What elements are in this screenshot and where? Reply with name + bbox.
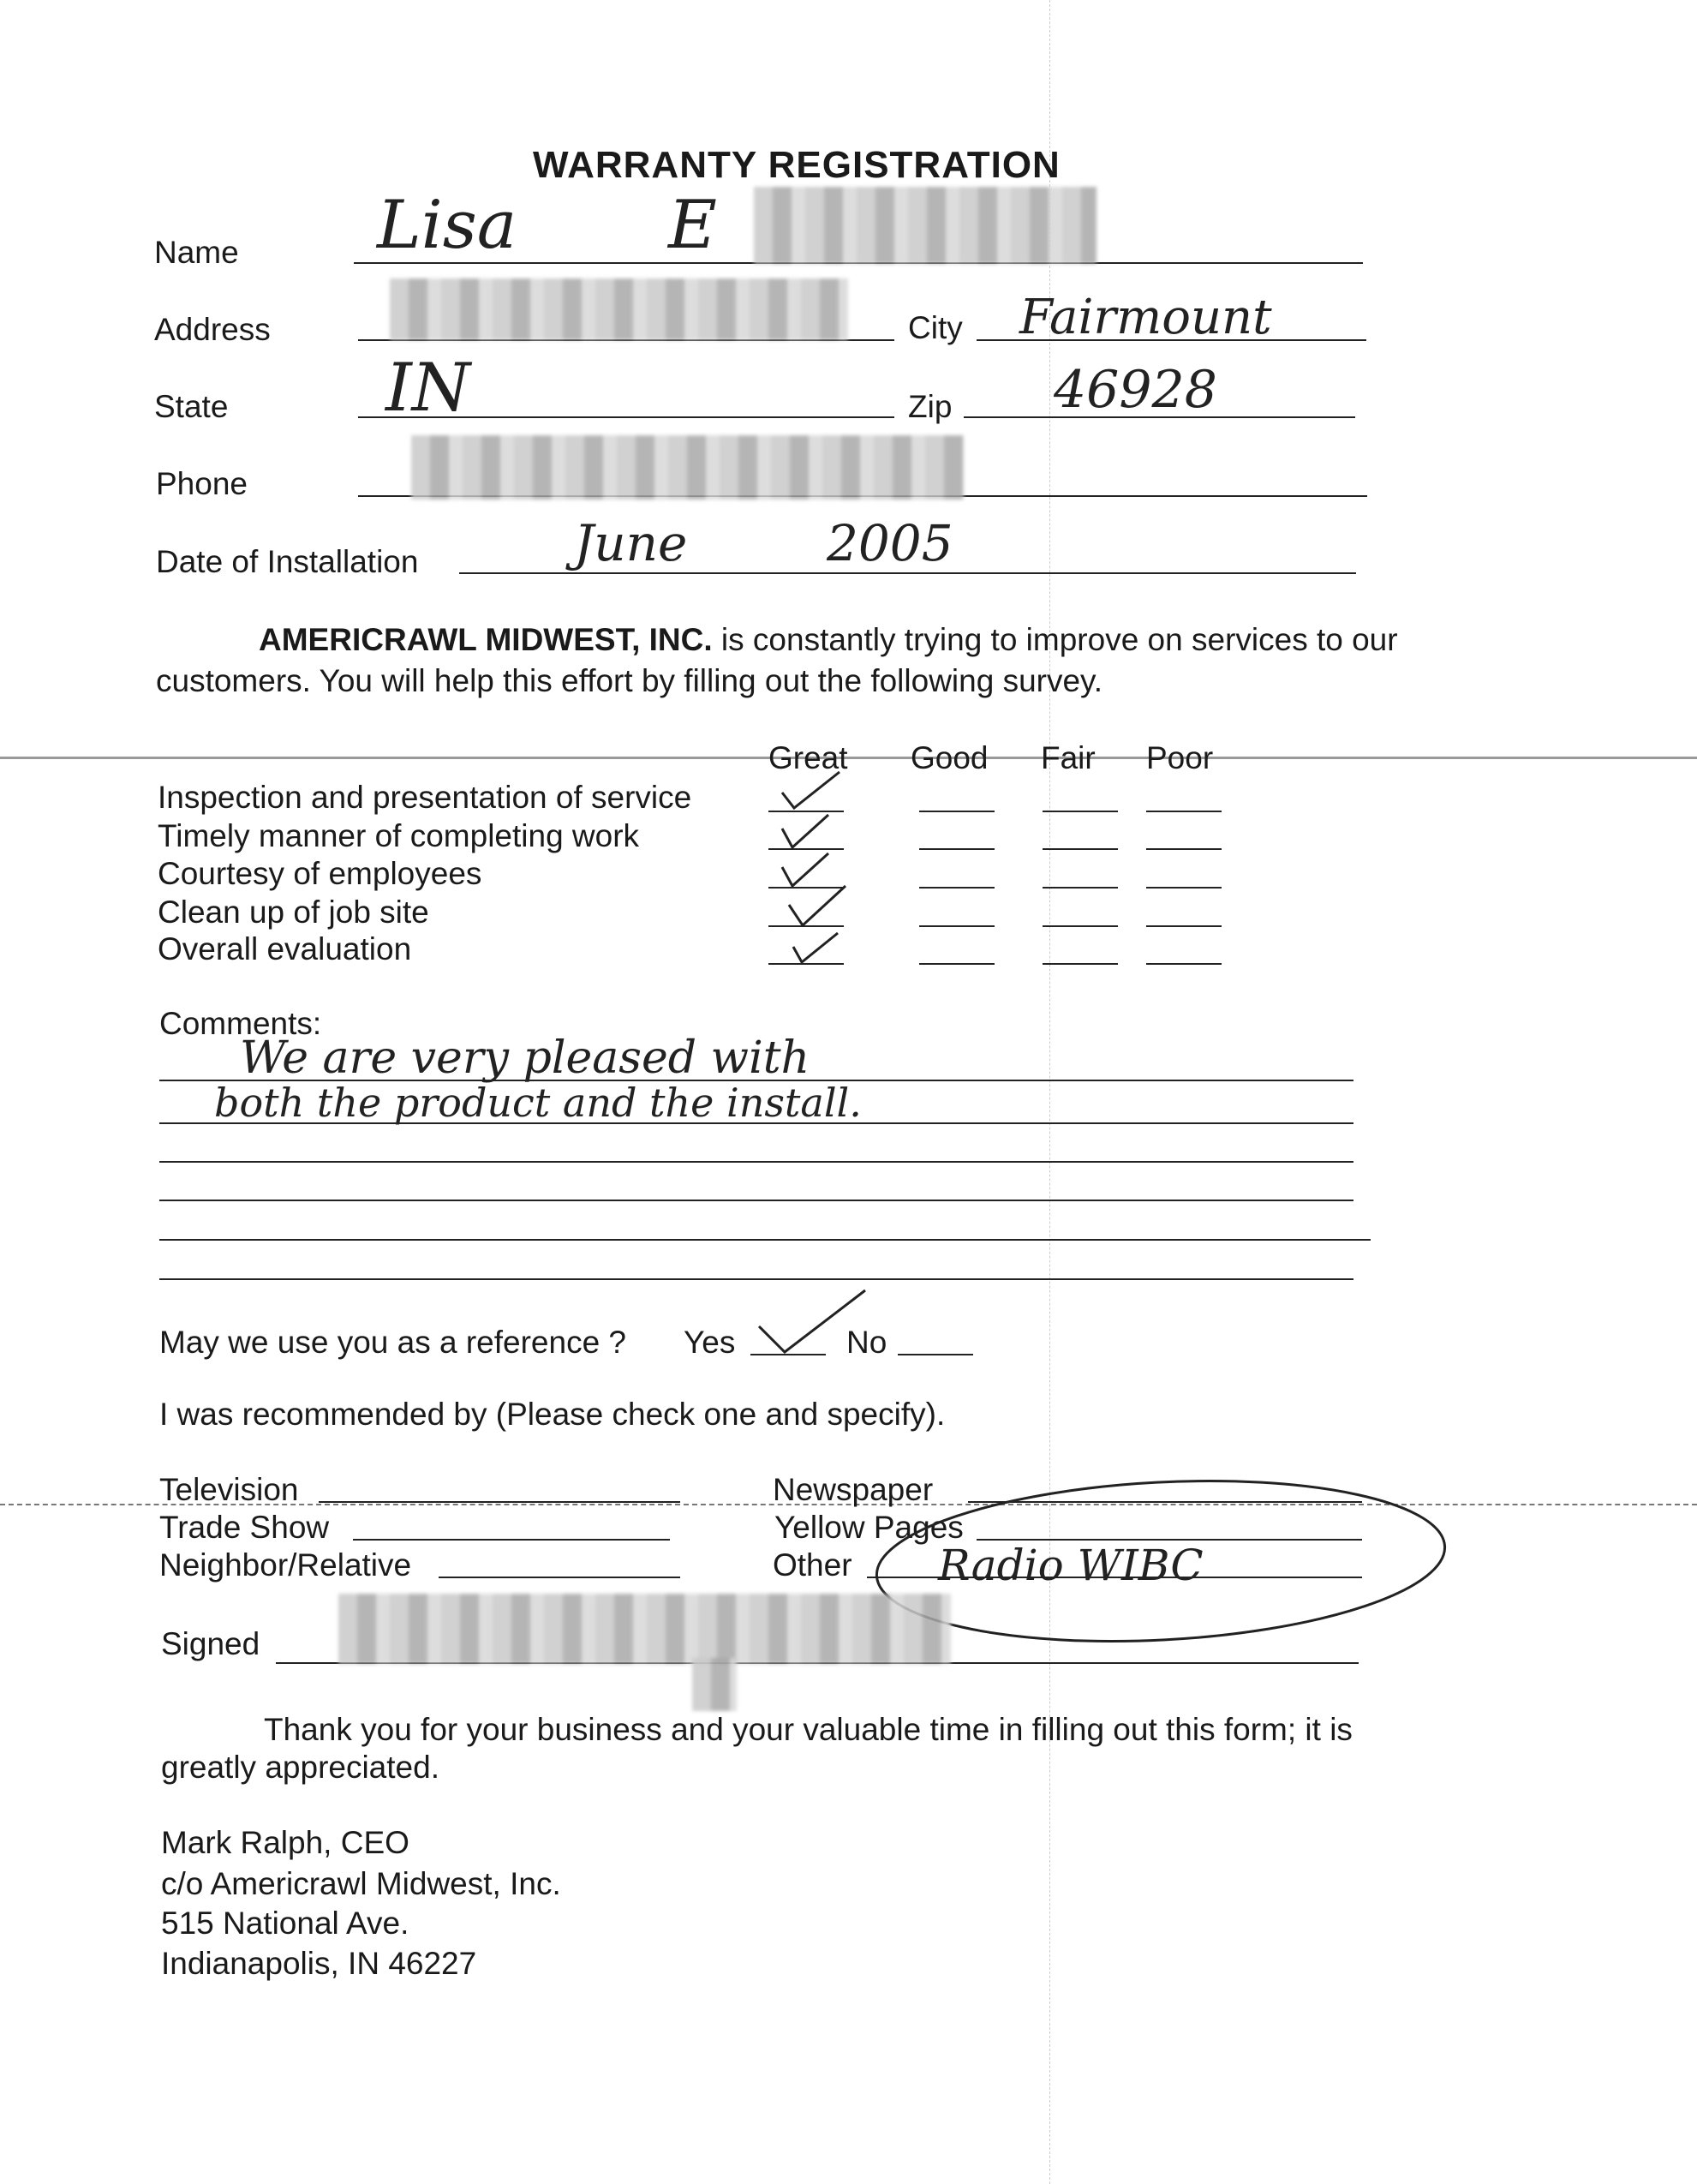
- address-block-line-3: 515 National Ave.: [161, 1906, 409, 1941]
- comment-line[interactable]: [159, 1200, 1353, 1201]
- address-block-line-2: c/o Americrawl Midwest, Inc.: [161, 1866, 561, 1901]
- date-label: Date of Installation: [156, 544, 419, 579]
- name-last-value: E: [668, 187, 717, 264]
- redacted-name: [754, 187, 1096, 264]
- survey-row-label: Overall evaluation: [158, 931, 412, 966]
- name-first-value: Lisa: [377, 187, 517, 264]
- comment-line-2-text: both the product and the install.: [214, 1080, 862, 1126]
- rating-blank[interactable]: [919, 887, 995, 889]
- comment-line[interactable]: [159, 1239, 1371, 1241]
- reference-question: May we use you as a reference ?: [159, 1325, 627, 1360]
- check-mark-icon: [784, 883, 861, 930]
- col-header-fair: Fair: [1041, 740, 1096, 775]
- intro-line-2: customers. You will help this effort by filling out the following survey.: [156, 663, 1103, 698]
- trade-show-label: Trade Show: [159, 1510, 330, 1545]
- comment-line[interactable]: [159, 1278, 1353, 1280]
- address-label: Address: [154, 312, 271, 347]
- rating-blank[interactable]: [1146, 963, 1222, 965]
- reference-no-label: No: [846, 1325, 887, 1360]
- col-header-good: Good: [911, 740, 989, 775]
- check-mark-icon: [775, 810, 852, 853]
- col-header-poor: Poor: [1146, 740, 1214, 775]
- date-year-value: 2005: [827, 514, 953, 572]
- rating-blank[interactable]: [1043, 811, 1118, 812]
- comment-line[interactable]: [159, 1161, 1353, 1163]
- company-name: AMERICRAWL MIDWEST, INC.: [259, 622, 713, 657]
- redacted-phone: [411, 435, 964, 500]
- closing-line-2: greatly appreciated.: [161, 1750, 439, 1785]
- date-month-value: June: [574, 514, 688, 572]
- rating-blank[interactable]: [1146, 811, 1222, 812]
- rating-blank[interactable]: [1043, 887, 1118, 889]
- city-value: Fairmount: [1019, 290, 1272, 345]
- name-label: Name: [154, 235, 239, 270]
- address-block-line-4: Indianapolis, IN 46227: [161, 1946, 477, 1981]
- reference-no-blank[interactable]: [898, 1354, 973, 1355]
- zip-value: 46928: [1054, 360, 1217, 420]
- state-value: IN: [385, 350, 471, 427]
- redacted-signature: [338, 1594, 951, 1664]
- date-line: [459, 572, 1356, 574]
- reference-yes-label: Yes: [684, 1325, 736, 1360]
- rating-blank[interactable]: [1043, 963, 1118, 965]
- comment-line-1-text: We are very pleased with: [240, 1032, 810, 1084]
- redacted-address: [390, 278, 848, 340]
- rating-blank[interactable]: [1146, 887, 1222, 889]
- fold-line-top: [0, 757, 1697, 759]
- newspaper-label: Newspaper: [773, 1472, 934, 1507]
- state-label: State: [154, 389, 229, 424]
- closing-line-1: Thank you for your business and your valuable time in filling out this form; it is: [264, 1712, 1353, 1747]
- survey-row-label: Timely manner of completing work: [158, 818, 640, 853]
- recommended-prompt: I was recommended by (Please check one and specify).: [159, 1397, 946, 1432]
- col-header-great: Great: [768, 740, 848, 775]
- survey-row-label: Clean up of job site: [158, 895, 429, 930]
- neighbor-label: Neighbor/Relative: [159, 1547, 412, 1583]
- intro-line-1: [259, 624, 1398, 655]
- yellow-pages-label: Yellow Pages: [774, 1510, 964, 1545]
- neighbor-blank[interactable]: [439, 1577, 680, 1578]
- rating-blank[interactable]: [919, 963, 995, 965]
- other-label: Other: [773, 1547, 852, 1583]
- rating-blank[interactable]: [919, 848, 995, 850]
- intro-text-1: is constantly trying to improve on services to our: [712, 622, 1398, 657]
- survey-row-label: Inspection and presentation of service: [158, 780, 692, 815]
- rating-blank[interactable]: [1043, 848, 1118, 850]
- address-block-line-1: Mark Ralph, CEO: [161, 1825, 409, 1860]
- phone-label: Phone: [156, 466, 248, 501]
- television-blank[interactable]: [319, 1501, 680, 1503]
- signed-label: Signed: [161, 1626, 260, 1661]
- check-mark-icon: [775, 767, 852, 814]
- television-label: Television: [159, 1472, 299, 1507]
- city-label: City: [908, 310, 963, 345]
- redacted-signature-tail: [692, 1658, 737, 1711]
- check-mark-icon: [788, 928, 865, 966]
- comments-label: Comments:: [159, 1006, 322, 1041]
- trade-show-blank[interactable]: [353, 1539, 670, 1541]
- zip-label: Zip: [908, 389, 953, 424]
- rating-blank[interactable]: [1146, 848, 1222, 850]
- rating-blank[interactable]: [1146, 925, 1222, 927]
- rating-blank[interactable]: [919, 925, 995, 927]
- other-value: Radio WIBC: [938, 1541, 1204, 1590]
- page-title: WARRANTY REGISTRATION: [533, 144, 1061, 186]
- rating-blank[interactable]: [1043, 925, 1118, 927]
- comment-line[interactable]: [159, 1122, 1353, 1124]
- rating-blank[interactable]: [919, 811, 995, 812]
- survey-row-label: Courtesy of employees: [158, 856, 482, 891]
